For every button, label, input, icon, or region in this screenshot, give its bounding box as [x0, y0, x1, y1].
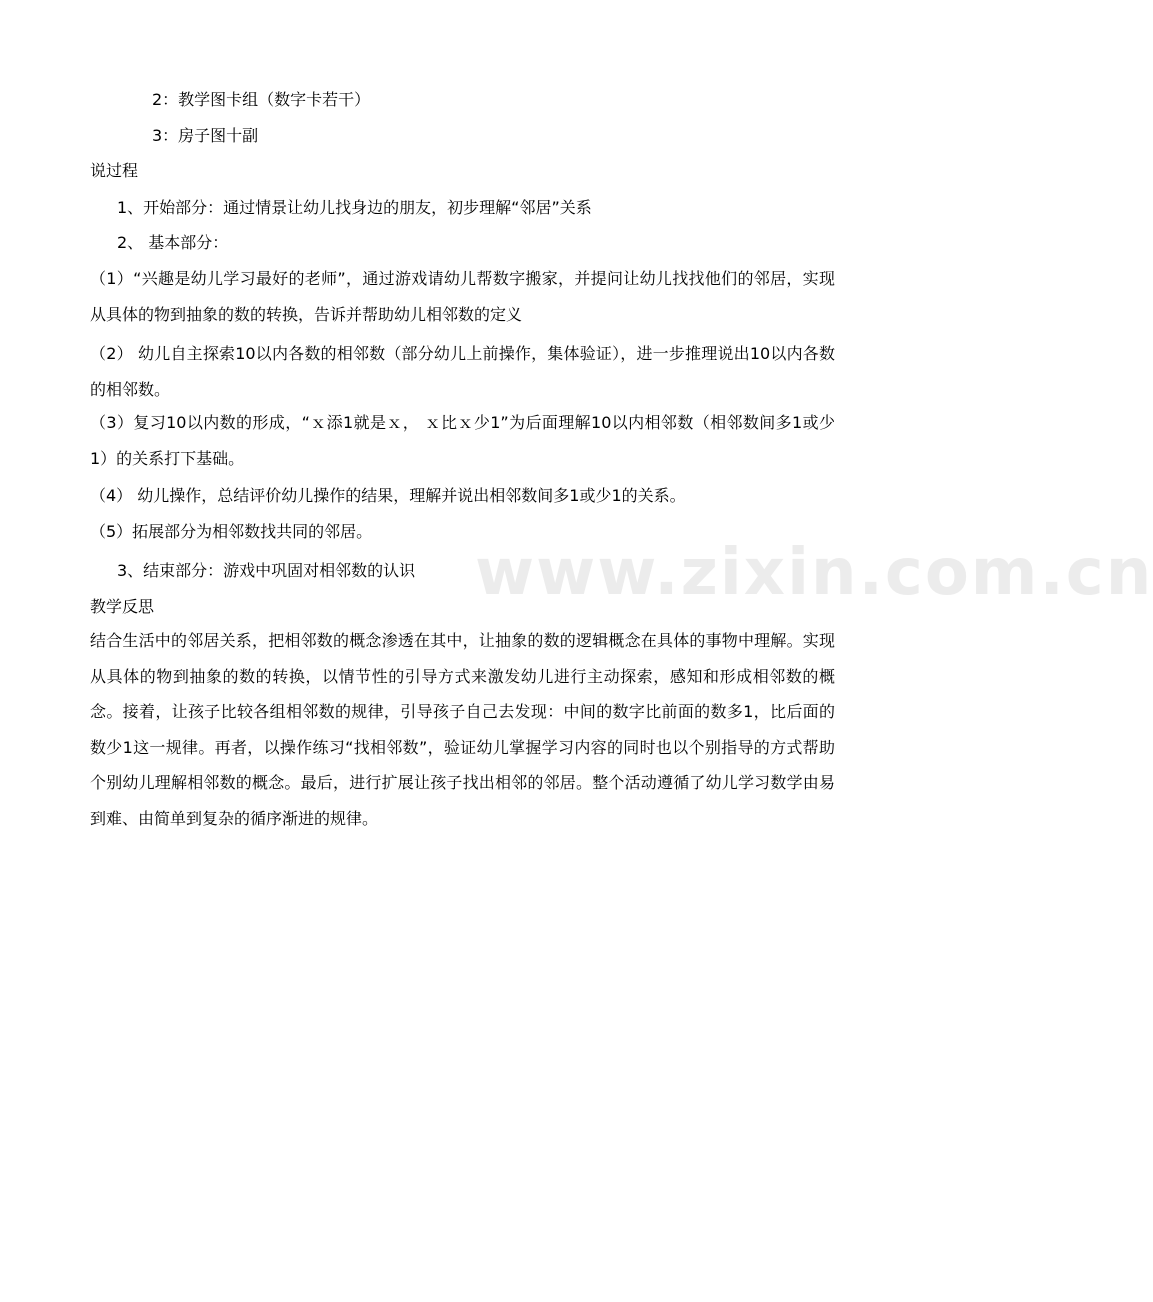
process-step-3: 3、结束部分：游戏中巩固对相邻数的认识: [117, 561, 416, 580]
watermark: www.zixin.com.cn: [475, 536, 1153, 610]
process-step-1: 1、开始部分：通过情景让幼儿找身边的朋友，初步理解“邻居”关系: [117, 198, 592, 217]
materials-item-3: 3：房子图十副: [152, 126, 259, 145]
reflection-heading: 教学反思: [90, 597, 155, 616]
process-item-2: （2） 幼儿自主探索10以内各数的相邻数（部分幼儿上前操作，集体验证），进一步推理说出10以内各数的相邻数。: [90, 344, 835, 399]
materials-item-2: 2：教学图卡组（数字卡若干）: [152, 90, 371, 109]
process-item-1: （1）“兴趣是幼儿学习最好的老师”，通过游戏请幼儿帮数字搬家，并提问让幼儿找找他们的邻居，实现从具体的物到抽象的数的转换，告诉并帮助幼儿相邻数的定义: [90, 269, 835, 324]
process-item-3: （3）复习10以内数的形成，“ｘ添1就是ｘ， ｘ比ｘ少1”为后面理解10以内相邻数（相邻数间多1或少1）的关系打下基础。: [90, 413, 835, 468]
process-item-4: （4） 幼儿操作，总结评价幼儿操作的结果，理解并说出相邻数间多1或少1的关系。: [90, 486, 686, 505]
reflection-body: 结合生活中的邻居关系，把相邻数的概念渗透在其中，让抽象的数的逻辑概念在具体的事物中理解。实现从具体的物到抽象的数的转换，以情节性的引导方式来激发幼儿进行主动探索，感知和形成相邻数的概念。接着，让孩子比较各组相邻数的规律，引导孩子自己去发现：中间的数字比前面的数多1，比后面的数少1这一规律。再者，以操作练习“找相邻数”，验证幼儿掌握学习内容的同时也以个别指导的方式帮助个别幼儿理解相邻数的概念。最后，进行扩展让孩子找出相邻的邻居。整个活动遵循了幼儿学习数学由易到难、由简单到复杂的循序渐进的规律。: [90, 631, 835, 828]
process-item-5: （5）拓展部分为相邻数找共同的邻居。: [90, 522, 373, 541]
process-step-2: 2、 基本部分：: [117, 233, 229, 252]
process-heading: 说过程: [90, 161, 139, 180]
